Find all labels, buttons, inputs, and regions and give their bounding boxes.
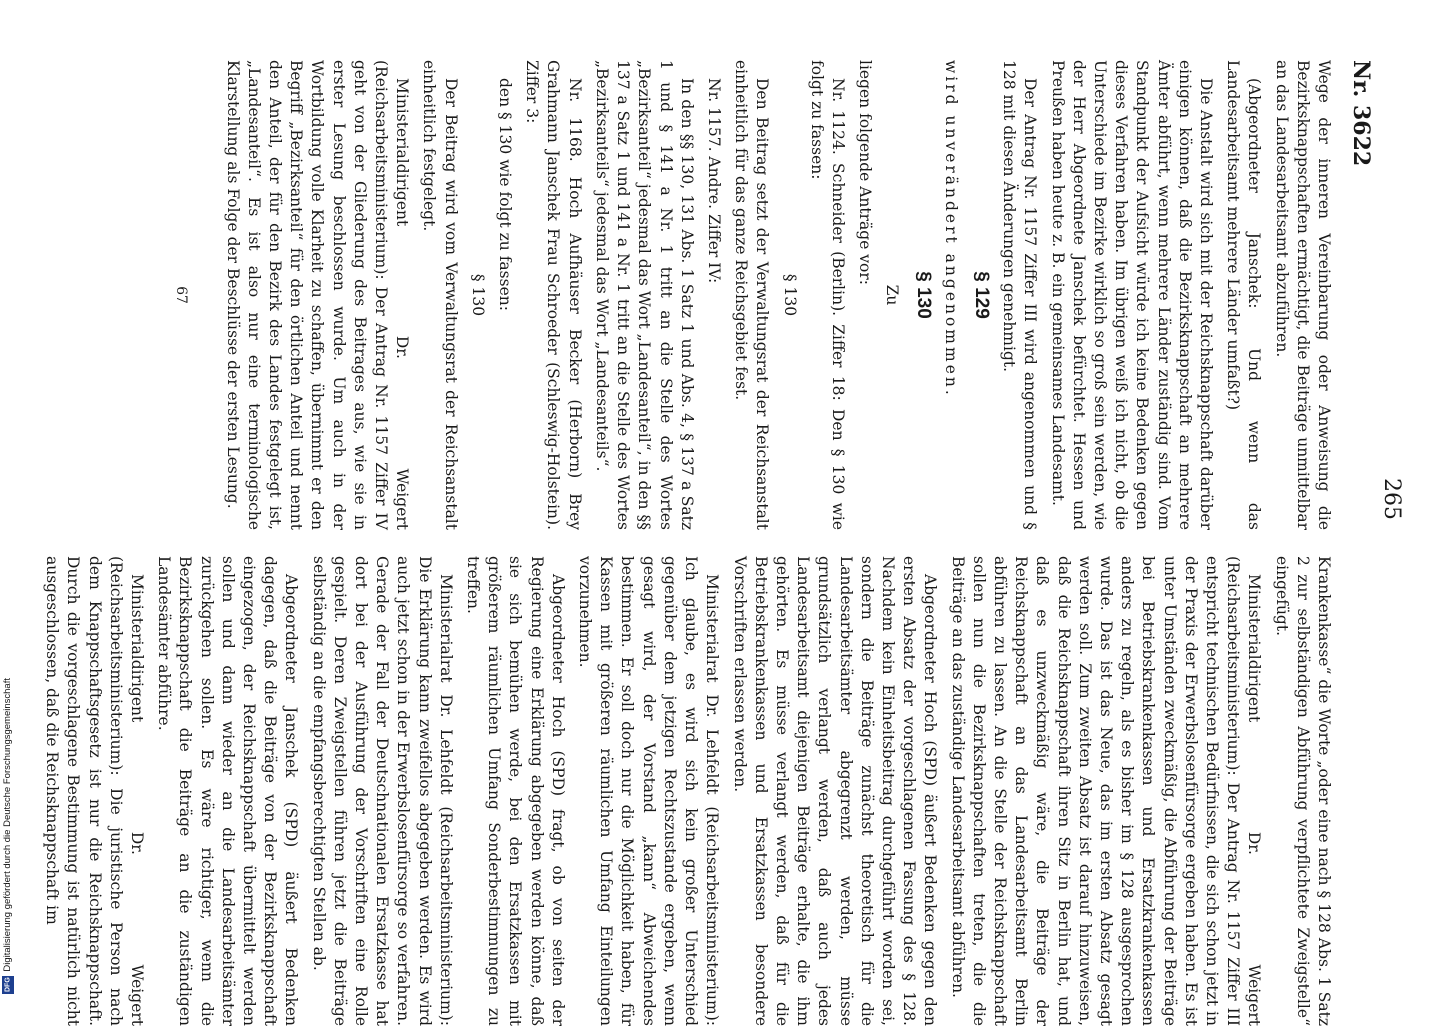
motion-subsection: § 130 xyxy=(780,273,799,317)
funding-note-text: Digitalisierung gefördert durch die Deutsche Forschungsgemeinschaft xyxy=(2,678,13,972)
paragraph: Abgeordneter Hoch (SPD) fragt, ob von seiten der Regierung eine Erklärung abgegeben werden könne, daß sie sich bemühen werde, bei den Ersatzkassen mit größerem räumlichen Umfang Sonderbestimmungen zu treffen. xyxy=(464,556,567,1026)
motion-text: In den §§ 130, 131 Abs. 1 Satz 1 und Abs. 4, § 137 a Satz 1 und § 141 a Nr. 1 tritt an die Stelle des Wortes „Bezirksanteil“ jedesmal das Wort „Landesanteil“, in den §§ 137 a Satz 1 und 141 a Nr. 1 tritt an die Stelle des Wortes „Bezirksanteils“ jedesmal das Wort „Landesanteils“. xyxy=(592,60,696,530)
paragraph: liegen folgende Anträge vor: xyxy=(856,60,875,286)
motion-text: den § 130 wie folgt zu fassen: xyxy=(496,78,515,311)
paragraph: (Abgeordneter Janschek: Und wenn das Landesarbeitsamt mehrere Länder umfaßt?) xyxy=(1224,60,1264,530)
page-number: 265 xyxy=(1379,478,1404,520)
motion-text: Den Beitrag setzt der Verwaltungsrat der Reichsanstalt einheitlich für das ganze Reichsgebiet fest. xyxy=(732,60,772,530)
section-heading-129: § 129 xyxy=(970,271,992,319)
right-column xyxy=(35,556,1334,1026)
paragraph: Wege der inneren Vereinbarung oder Anweisung die Bezirksknappschaften ermächtigt, die Beiträge unmittelbar an das Landesarbeitsamt abzuführen. xyxy=(1272,60,1333,530)
left-column xyxy=(164,60,1334,530)
paragraph: Ministerialrat Dr. Lehfeldt (Reichsarbeitsministerium): Ich glaube, es wird sich kein großer Unterschied gegenüber dem jetzigen Rechtszustande ergeben, wenn gesagt wird, der Vorstand „kann“ Abweichendes bestimmen. Er soll doch nur die Möglichkeit haben, für Kassen mit größeren räumlichen Umfang Einteilungen vorzunehmen. xyxy=(576,556,722,1026)
paragraph: Krankenkasse“ die Worte „oder eine nach § 128 Abs. 1 Satz 2 zur selbständigen Abführung verpflichtete Zweigstelle“ eingefügt. xyxy=(1272,556,1333,1026)
paragraph: Die Anstalt wird sich mit der Reichsknappschaft darüber einigen können, daß die Bezirksknappschaft an mehrere Ämter abführt, wenn mehrere Länder zuständig sind. Vom Standpunkt der Aufsicht würde ich keine Bedenken gegen dieses Verfahren haben. Im übrigen weiß ich nicht, ob die Unterschiede im Bezirke wirklich so groß sein werden, wie der Herr Abgeordnete Janschek befürchtet. Hessen und Preußen haben heute z. B. ein gemeinsames Landesamt. xyxy=(1048,60,1215,530)
funding-note xyxy=(0,0,16,1000)
motion-1168: Nr. 1168. Hoch Aufhäuser Becker (Herborn) Brey Grahmann Janschek Frau Schroeder (Schleswig-Holstein). Ziffer 3: xyxy=(523,60,584,530)
paragraph: Ministerialdirigent Dr. Weigert (Reichsarbeitsministerium): Der Antrag Nr. 1157 Ziffer III entspricht technischen Bedürfnissen, die sich schon jetzt in der Praxis der Erwerbslosenfürsorge ergeben haben. Es ist unter Umständen zweckmäßig, die Abführung der Beiträge bei Betriebskrankenkassen und Ersatzkrankenkassen anders zu regeln, als es bisher im § 128 ausgesprochen wurde. Das ist das Neue, das im ersten Absatz gesagt werden soll. Zum zweiten Absatz ist darauf hinzuweisen, daß die Reichsknappschaft ihren Sitz in Berlin hat, und daß es unzweckmäßig wäre, die Beiträge der Reichsknappschaft an das Landesarbeitsamt Berlin abführen zu lassen. An die Stelle der Reichsknappschaft sollen nun die Bezirksknappschaften treten, die die Beiträge an das zuständige Landesarbeitsamt abführen. xyxy=(948,556,1264,1026)
document-number: Nr. 3622 xyxy=(1348,60,1374,167)
zu-label: Zu xyxy=(883,284,902,306)
section-heading-130: § 130 xyxy=(912,271,934,319)
paragraph: Abgeordneter Janschek (SPD) äußert Bedenken dagegen, daß die Beiträge von der Bezirksknappschaft eingezogen, der Reichsknappschaft übermittelt werden sollen und dann wieder an die Landesarbeitsämter zurückgehen sollen. Es wäre richtiger, wenn die Bezirksknappschaft die Beiträge an die zuständigen Landesämter abführe. xyxy=(155,556,301,1026)
dfg-logo-icon: DFG xyxy=(2,976,14,994)
paragraph: Ministerialdirigent Dr. Weigert (Reichsarbeitsministerium): Der Antrag Nr. 1157 Ziffer IV geht von der Gliederung des Beitrages aus, wie sie in erster Lesung beschlossen wurde. Um auch in der Wortbildung volle Klarheit zu schaffen, übernimmt er den Begriff „Bezirksanteil“ für den örtlichen Anteil und nennt den Anteil, der für den Bezirk des Landes festgelegt ist, „Landesanteil“. Es ist also nur eine terminologische Klarstellung als Folge der Beschlüsse der ersten Lesung. xyxy=(223,60,412,530)
paragraph: wird unverändert angenommen. xyxy=(941,60,960,398)
paragraph: Ministerialdirigent Dr. Weigert (Reichsarbeitsministerium): Die juristische Person nach dem Knappschaftsgesetz ist nur die Reichsknappschaft. Durch die vorgeschlagene Bestimmung ist natürlich nicht ausgeschlossen, daß die Reichsknappschaft im xyxy=(43,556,147,1026)
motion-subsection: § 130 xyxy=(468,273,487,317)
paragraph: Ministerialrat Dr. Lehfeldt (Reichsarbeitsministerium): Die Erklärung kann zweifellos abgegeben werden. Es wird auch jetzt schon in der Erwerbslosenfürsorge so verfahren. Gerade der Fall der Deutschnationalen Ersatzkasse hat dort bei der Ausführung der Vorschriften eine Rolle gespielt. Deren Zweigstellen führen jetzt die Beiträge selbständig an die empfangsberechtigten Stellen ab. xyxy=(309,556,455,1026)
paragraph: Der Antrag Nr. 1157 Ziffer III wird angenommen und § 128 mit diesen Änderungen genehmigt. xyxy=(1000,60,1040,530)
motion-1157: Nr. 1157. Andre. Ziffer IV: xyxy=(704,78,723,284)
motion-1124: Nr. 1124. Schneider (Berlin). Ziffer 18: Den § 130 wie folgt zu fassen: xyxy=(807,60,847,530)
motion-text: Der Beitrag wird vom Verwaltungsrat der Reichsanstalt einheitlich festgelegt. xyxy=(420,60,460,530)
paragraph: Abgeordneter Hoch (SPD) äußert Bedenken gegen den ersten Absatz der vorgeschlagenen Fassung des § 128. Nachdem kein Einheitsbeitrag durchgeführt worden sei, sondern die Beiträge zunächst theoretisch für die Landesarbeitsämter abgegrenzt werden, müsse grundsätzlich verlangt werden, daß auch jedes Landesarbeitsamt diejenigen Beiträge erhalte, die ihm gehörten. Es müsse verlangt werden, daß für die Betriebskrankenkassen und Ersatzkassen besondere Vorschriften erlassen werden. xyxy=(730,556,940,1026)
footer-page-number: 67 xyxy=(173,286,190,304)
